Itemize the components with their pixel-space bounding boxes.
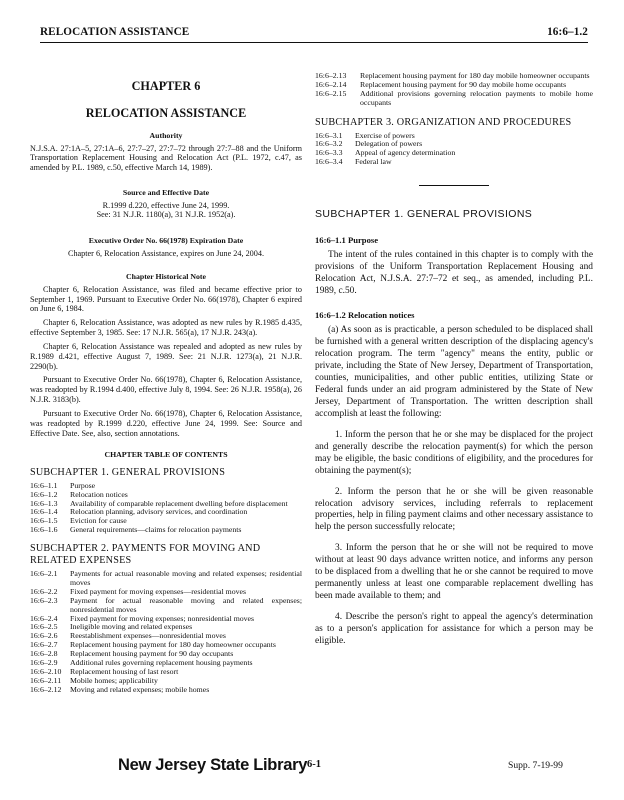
toc-title: Delegation of powers bbox=[355, 139, 423, 149]
toc-heading: CHAPTER TABLE OF CONTENTS bbox=[104, 449, 228, 459]
subchapter-title: SUBCHAPTER 1. GENERAL PROVISIONS bbox=[315, 208, 533, 221]
toc-number: 16:6–1.5 bbox=[30, 516, 58, 526]
historical-note-heading: Chapter Historical Note bbox=[126, 272, 206, 282]
chapter-number: CHAPTER 6 bbox=[131, 79, 201, 93]
subchapter-3-heading: SUBCHAPTER 3. ORGANIZATION AND PROCEDURES bbox=[315, 116, 572, 128]
toc-title: Relocation notices bbox=[70, 489, 128, 499]
toc-title: General requirements—claims for relocation payments bbox=[70, 525, 242, 535]
toc-row bbox=[315, 158, 593, 167]
chapter-title: RELOCATION ASSISTANCE bbox=[85, 105, 247, 120]
toc-number: 16:6–2.4 bbox=[30, 613, 58, 623]
source-heading: Source and Effective Date bbox=[122, 188, 210, 198]
toc-title: Federal law bbox=[355, 157, 392, 167]
toc-number: 16:6–3.3 bbox=[315, 148, 343, 158]
toc-title: Eviction for cause bbox=[70, 516, 127, 526]
toc-title: Purpose bbox=[70, 480, 96, 490]
toc-row bbox=[315, 90, 593, 108]
body-paragraph: 4. Describe the person's right to appeal the agency's determination as to a person's application for assistance for which a person may be eligible. bbox=[315, 612, 593, 646]
header-title: RELOCATION ASSISTANCE bbox=[40, 26, 190, 38]
source-line-2: See: 31 N.J.R. 1180(a), 31 N.J.R. 1952(a). bbox=[96, 210, 236, 220]
subchapter-1-toc bbox=[30, 482, 302, 536]
toc-title: Relocation planning, advisory services, and coordination bbox=[70, 507, 248, 517]
subchapter-1-heading: SUBCHAPTER 1. GENERAL PROVISIONS bbox=[30, 466, 226, 478]
body-paragraph: 3. Inform the person that he or she will not be required to move without at least 90 days advance written notice, and informs any person to be displaced from a dwelling that he or she cannot be required to move permanently unless at least one comparable replacement dwelling has been made available to them; and bbox=[315, 543, 593, 602]
authority-heading: Authority bbox=[149, 131, 183, 141]
body-paragraph: 1. Inform the person that he or she may be displaced for the project and generally describe the relocation payment(s) for which the person may be eligible, the basic conditions of eligibility, and the procedures for obtaining the payment(s); bbox=[315, 429, 593, 476]
subchapter-2-toc-continued bbox=[315, 72, 593, 108]
toc-number: 16:6–1.4 bbox=[30, 507, 58, 517]
toc-number: 16:6–2.5 bbox=[30, 622, 58, 632]
section-heading-relocation-notices: 16:6–1.2 Relocation notices bbox=[315, 310, 415, 320]
page-number: 6-1 bbox=[307, 759, 321, 770]
toc-title: Exercise of powers bbox=[355, 130, 415, 140]
historical-note-paragraph: Pursuant to Executive Order No. 66(1978), Chapter 6, Relocation Assistance, was readopted by R.1994 d.400, effective July 8, 1994. See: 26 N.J.R. 1958(a), 26 N.J.R. 3183(b). bbox=[30, 375, 302, 405]
toc-title: Replacement housing payment for 90 day occupants bbox=[70, 649, 234, 659]
toc-number: 16:6–2.13 bbox=[315, 71, 347, 80]
toc-title: Reestablishment expenses—nonresidential moves bbox=[70, 631, 226, 641]
supplement-date: Supp. 7-19-99 bbox=[508, 760, 563, 771]
page-footer bbox=[0, 756, 624, 786]
toc-title: Fixed payment for moving expenses—residential moves bbox=[70, 586, 247, 596]
subchapter-2-heading: SUBCHAPTER 2. PAYMENTS FOR MOVING AND RELATED EXPENSES bbox=[30, 543, 261, 567]
expiration-text: Chapter 6, Relocation Assistance, expires on June 24, 2004. bbox=[67, 248, 264, 258]
toc-title: Additional rules governing replacement housing payments bbox=[70, 658, 253, 668]
toc-title: Availability of comparable replacement dwelling before displacement bbox=[70, 498, 288, 508]
toc-number: 16:6–2.8 bbox=[30, 649, 58, 659]
toc-title: Payment for actual reasonable moving and related expenses; nonresidential moves bbox=[70, 595, 302, 614]
historical-note-paragraph: Chapter 6, Relocation Assistance, was filed and became effective prior to September 1, 1969. Pursuant to Executive Order No. 66(1978), Chapter 6 expired on June 6, 1984. bbox=[30, 284, 302, 314]
left-column bbox=[30, 72, 302, 695]
library-watermark: New Jersey State Library bbox=[118, 756, 308, 774]
toc-number: 16:6–1.2 bbox=[30, 489, 58, 499]
section-divider bbox=[419, 185, 489, 186]
running-header bbox=[40, 26, 588, 43]
toc-title: Appeal of agency determination bbox=[355, 148, 456, 158]
toc-number: 16:6–1.1 bbox=[30, 480, 58, 490]
right-column bbox=[315, 72, 593, 648]
expiration-heading: Executive Order No. 66(1978) Expiration Date bbox=[88, 236, 244, 246]
toc-title: Payments for actual reasonable moving and related expenses; residential moves bbox=[70, 568, 302, 587]
body-paragraph: 2. Inform the person that he or she will be given reasonable relocation advisory services, including referrals to replacement properties, help in filing payment claims and other necessary assistance to help the person successfully relocate; bbox=[315, 486, 593, 533]
toc-number: 16:6–1.3 bbox=[30, 498, 58, 508]
historical-note-paragraph: Pursuant to Executive Order No. 66(1978), Chapter 6, Relocation Assistance, was readopted by R.1999 d.220, effective June 24, 1999. See: Source and Effective Date. See, also, section annotations. bbox=[30, 409, 302, 438]
header-section-number: 16:6–1.2 bbox=[547, 26, 588, 38]
toc-number: 16:6–3.4 bbox=[315, 157, 343, 167]
toc-title: Moving and related expenses; mobile homes bbox=[70, 685, 210, 695]
toc-title: Ineligible moving and related expenses bbox=[70, 622, 193, 632]
toc-title: Replacement housing payment for 180 day mobile homeowner occupants bbox=[360, 71, 590, 80]
toc-row bbox=[30, 526, 302, 535]
authority-text: N.J.S.A. 27:1A–5, 27:1A–6, 27:7–27, 27:7–72 through 27:7–88 and the Uniform Transportation Replacement Housing and Relocation Act (P.L. 1972, c.47, as amended by P.L. 1989, c.50, effective March 14, 1989). bbox=[30, 143, 302, 173]
toc-title: Replacement housing of last resort bbox=[70, 667, 179, 677]
toc-number: 16:6–2.7 bbox=[30, 640, 58, 650]
toc-number: 16:6–3.1 bbox=[315, 130, 343, 140]
toc-number: 16:6–2.6 bbox=[30, 631, 58, 641]
toc-number: 16:6–2.12 bbox=[30, 685, 62, 695]
section-heading-purpose: 16:6–1.1 Purpose bbox=[315, 234, 379, 245]
toc-title: Fixed payment for moving expenses; nonresidential moves bbox=[70, 613, 255, 623]
section-purpose-text: The intent of the rules contained in this chapter is to comply with the provisions of the Uniform Transportation Replacement Housing and Relocation Act, N.J.S.A. 27:7–72 et seq., as amended, including P.L. 1989, c.50. bbox=[315, 250, 593, 297]
toc-number: 16:6–2.1 bbox=[30, 568, 58, 578]
toc-number: 16:6–3.2 bbox=[315, 139, 343, 149]
toc-number: 16:6–2.2 bbox=[30, 586, 58, 596]
subchapter-3-toc bbox=[315, 132, 593, 168]
source-line-1: R.1999 d.220, effective June 24, 1999. bbox=[102, 200, 230, 210]
toc-row bbox=[30, 686, 302, 695]
subchapter-2-toc bbox=[30, 570, 302, 695]
toc-row bbox=[30, 597, 302, 615]
historical-note-paragraph: Chapter 6, Relocation Assistance was repealed and adopted as new rules by R.1989 d.421, effective August 7, 1989. See: 21 N.J.R. 1273(a), 21 N.J.R. 2290(b). bbox=[30, 341, 302, 371]
toc-number: 16:6–2.11 bbox=[30, 676, 62, 686]
historical-note-paragraph: Chapter 6, Relocation Assistance, was adopted as new rules by R.1985 d.435, effective September 3, 1985. See: 17 N.J.R. 565(a), 17 N.J.R. 243(a). bbox=[30, 318, 302, 338]
toc-title: Mobile homes; applicability bbox=[70, 676, 158, 686]
toc-number: 16:6–2.3 bbox=[30, 595, 58, 605]
toc-title: Additional provisions governing relocation payments to mobile home occupants bbox=[360, 88, 593, 107]
toc-number: 16:6–2.9 bbox=[30, 658, 58, 668]
toc-number: 16:6–2.10 bbox=[30, 667, 62, 677]
toc-number: 16:6–2.15 bbox=[315, 88, 347, 98]
toc-title: Replacement housing payment for 180 day homeowner occupants bbox=[70, 640, 276, 650]
toc-number: 16:6–1.6 bbox=[30, 525, 58, 535]
toc-title: Replacement housing payment for 90 day mobile home occupants bbox=[360, 79, 567, 89]
body-paragraph: (a) As soon as is practicable, a person scheduled to be displaced shall be furnished with a general written description of the displacing agency's relocation program. The term "agency" means the entity, public or private, including the State of New Jersey, Department of Transportation, counties, municipalities, and other public entities, utilizing State or Federal funds under an aid program administered by the State of New Jersey, Department of Transportation. The written description shall accomplish at least the following: bbox=[315, 325, 593, 419]
toc-number: 16:6–2.14 bbox=[315, 79, 347, 89]
toc-row bbox=[30, 570, 302, 588]
